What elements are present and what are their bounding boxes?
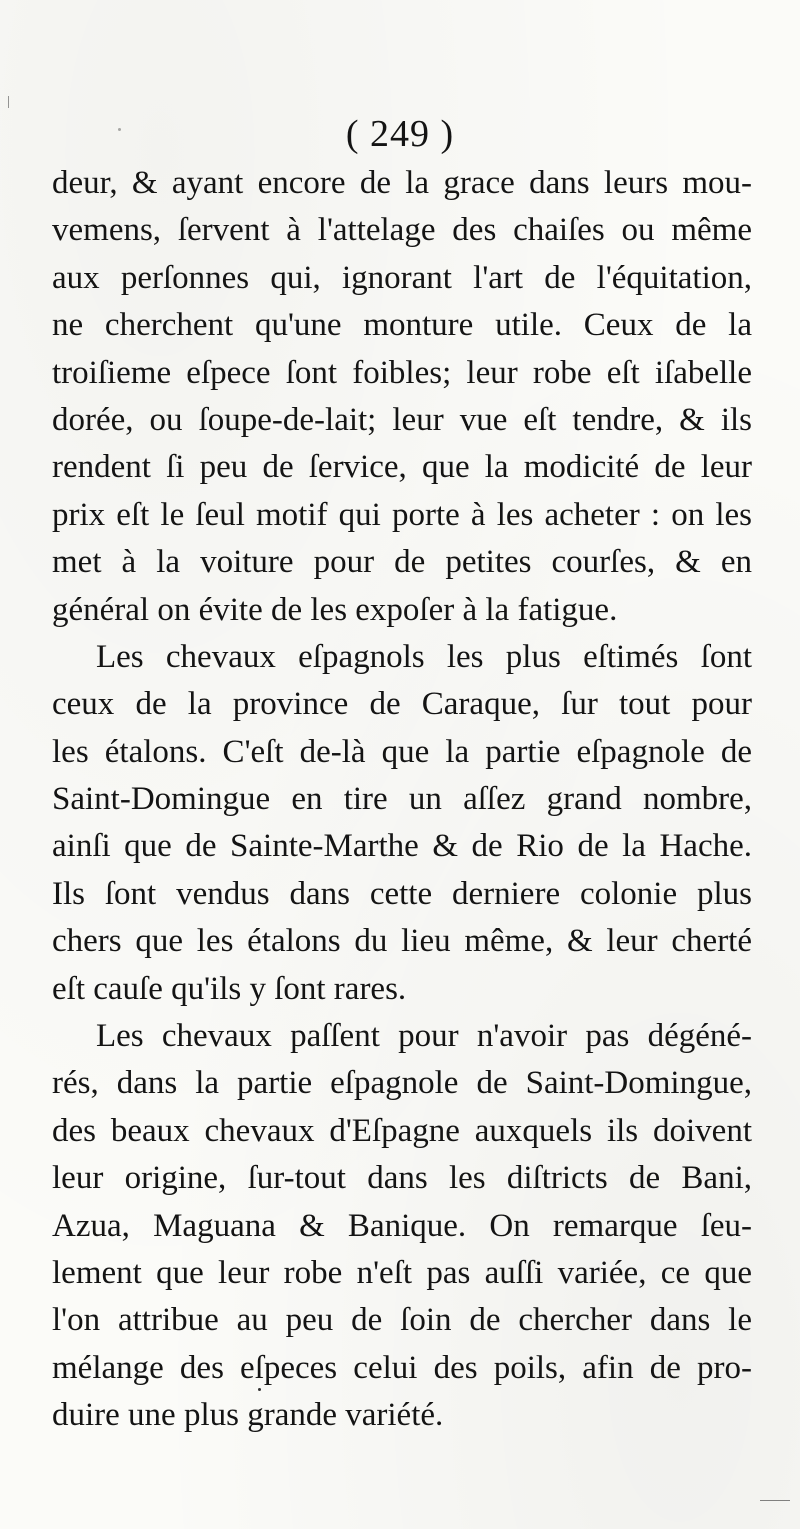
text-line: l'on attribue au peu de ſoin de chercher dans le [52,1302,752,1339]
text-line: ne cherchent qu'une monture utile. Ceux de la [52,307,752,344]
text-line: prix eſt le ſeul motif qui porte à les acheter : on les [52,496,752,533]
text-line: rendent ſi peu de ſervice, que la modicité de leur [52,449,752,486]
text-line: Azua, Maguana & Banique. On remarque ſeu- [52,1207,752,1244]
text-line: Saint-Domingue en tire un aſſez grand nombre, [52,781,752,818]
paragraph-2 [52,634,752,1013]
text-line: duire une plus grande variété. [52,1397,444,1434]
paragraph-1 [52,160,752,634]
text-line: Les chevaux eſpagnols les plus eſtimés ſont [96,638,752,675]
text-line: deur, & ayant encore de la grace dans leurs mou- [52,165,752,201]
text-line: lement que leur robe n'eſt pas auſſi variée, ce que [52,1254,752,1291]
page-number: ( 249 ) [345,113,455,155]
text-line: rés, dans la partie eſpagnole de Saint-Domingue, [52,1065,752,1102]
text-line: mélange des eſpeces celui des poils, afin de pro- [52,1349,752,1386]
text-line: troiſieme eſpece ſont foibles; leur robe eſt iſabelle [52,354,752,391]
paper-speck [118,128,121,131]
text-line: leur origine, ſur-tout dans les diſtricts de Bani, [52,1160,752,1197]
paper-speck [760,1500,790,1501]
text-line: aux perſonnes qui, ignorant l'art de l'équitation, [52,259,752,296]
body-text [52,160,752,1440]
text-line: des beaux chevaux d'Eſpagne auxquels ils doivent [52,1112,752,1149]
paper-speck [258,1388,261,1391]
text-line: eſt cauſe qu'ils y ſont rares. [52,970,407,1007]
text-line: ainſi que de Sainte-Marthe & de Rio de la Hache. [52,828,752,865]
text-line: Ils ſont vendus dans cette derniere colonie plus [52,875,752,912]
text-line: ceux de la province de Caraque, ſur tout pour [52,686,752,723]
text-line: vemens, ſervent à l'attelage des chaiſes ou même [52,212,752,249]
text-line: les étalons. C'eſt de-là que la partie eſpagnole de [52,733,752,770]
paragraph-3 [52,1013,752,1440]
text-line: dorée, ou ſoupe-de-lait; leur vue eſt tendre, & ils [52,401,752,438]
text-line: met à la voiture pour de petites courſes, & en [52,544,752,581]
paper-speck [8,96,9,108]
text-line: général on évite de les expoſer à la fatigue. [52,591,618,628]
text-line: chers que les étalons du lieu même, & leur cherté [52,923,752,960]
text-line: Les chevaux paſſent pour n'avoir pas dégéné- [96,1018,752,1055]
